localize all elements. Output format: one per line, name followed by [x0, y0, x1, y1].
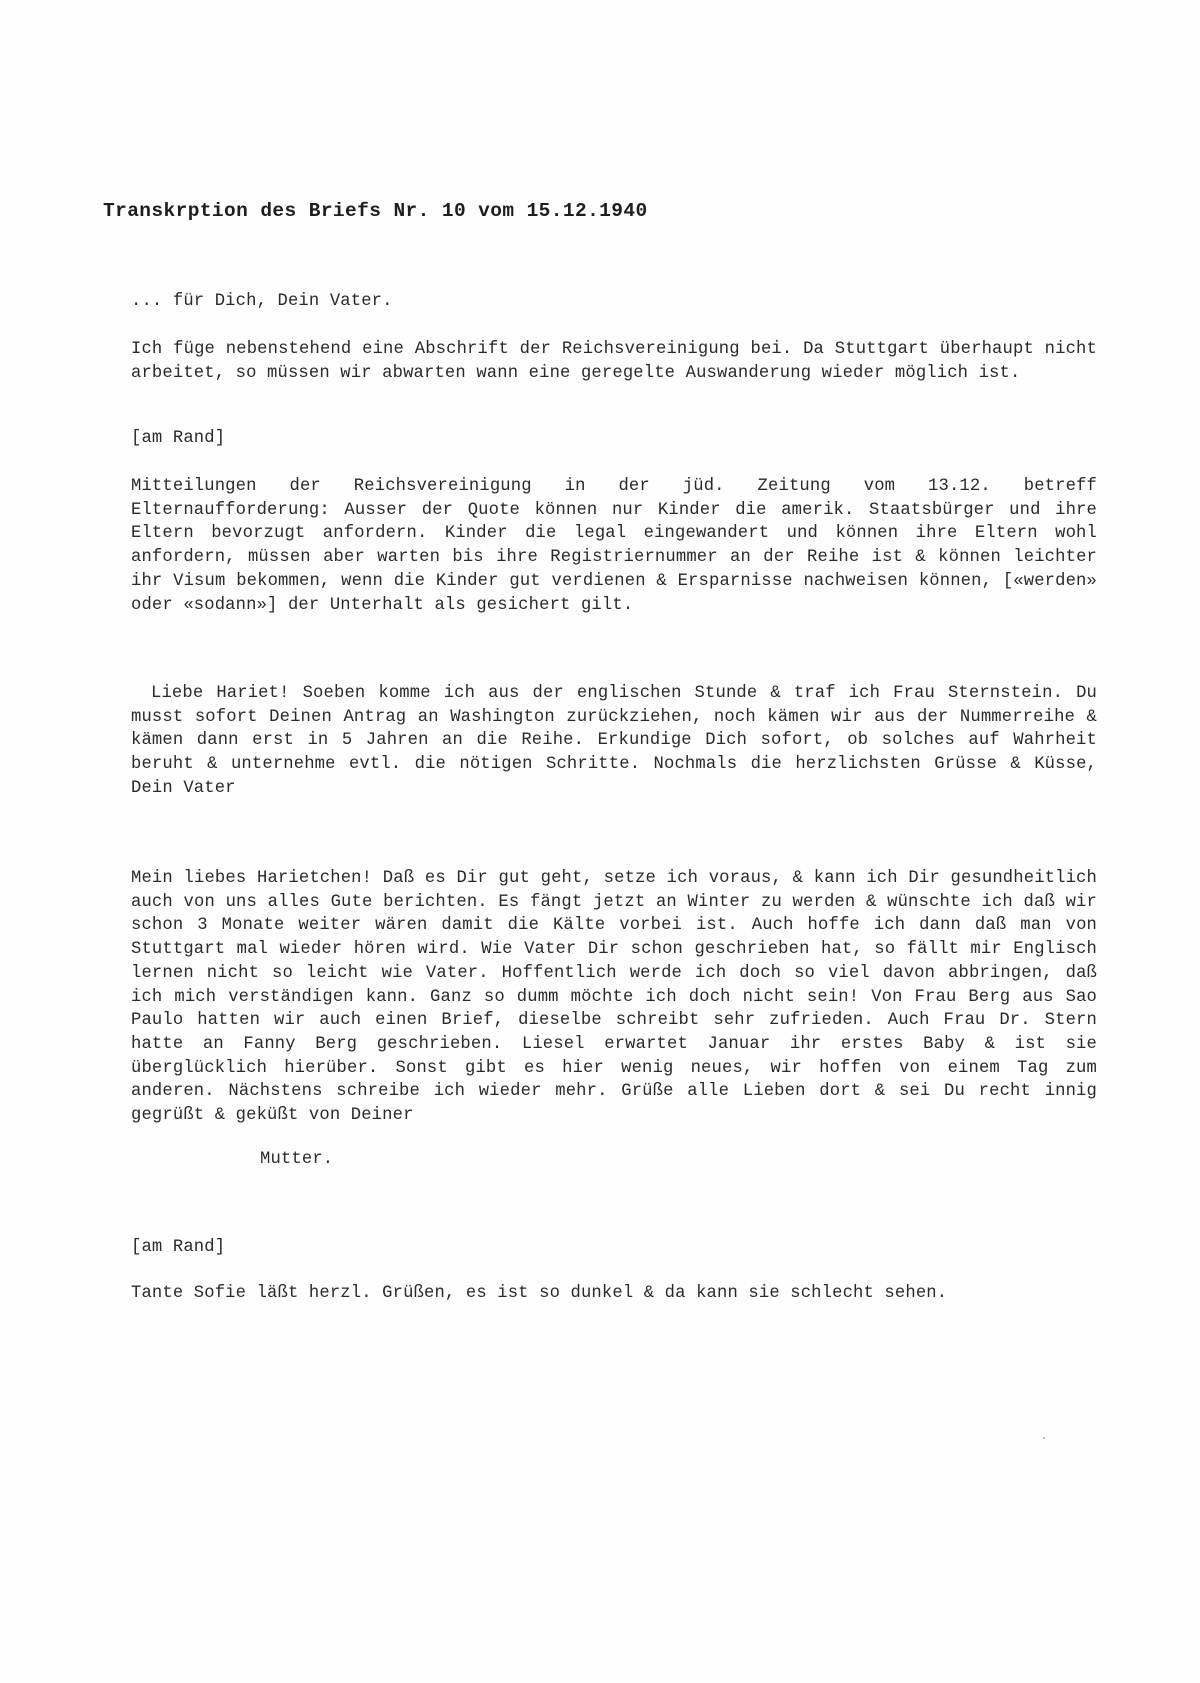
margin-note-label-1: [am Rand]	[131, 429, 226, 448]
salutation-line: ... für Dich, Dein Vater.	[131, 292, 393, 311]
paragraph-2	[131, 475, 1097, 617]
paragraph-4-text: Mein liebes Harietchen! Daß es Dir gut geht, setze ich voraus, & kann ich Dir gesundheitlich auch von uns alles Gute berichten. Es fängt jetzt an Winter zu werden & wünschte ich daß wir schon 3 Monate weiter wären damit die Kälte vorbei ist. Auch hoffe ich dann daß man von Stuttgart mal wieder hören wird. Wie Vater Dir schon geschrieben hat, so fällt mir Englisch lernen nicht so leicht wie Vater. Hoffentlich werde ich doch so viel davon abbringen, daß ich mich verständigen kann. Ganz so dumm möchte ich doch nicht sein! Von Frau Berg aus Sao Paulo hatten wir auch einen Brief, dieselbe schreibt sehr zufrieden. Auch Frau Dr. Stern hatte an Fanny Berg geschrieben. Liesel erwartet Januar ihr erstes Baby & ist sie überglücklich hierüber. Sonst gibt es hier wenig neues, wir hoffen von einem Tag zum anderen. Nächstens schreibe ich wieder mehr. Grüße alle Lieben dort & sei Du recht innig gegrüßt & geküßt von Deiner	[131, 869, 1097, 1126]
paragraph-2-text: Mitteilungen der Reichsvereinigung in der jüd. Zeitung vom 13.12. betreff Elternaufforderung: Ausser der Quote können nur Kinder die amerik. Staatsbürger und ihre Eltern bevorzugt anfordern. Kinder die legal eingewandert und können ihre Eltern wohl anfordern, müssen aber warten bis ihre Registriernummer an der Reihe ist & können leichter ihr Visum bekommen, wenn die Kinder gut verdienen & Ersparnisse nachweisen können, [«werden» oder «sodann»] der Unterhalt als gesichert gilt.	[131, 477, 1097, 615]
closing-margin-note: Tante Sofie läßt herzl. Grüßen, es ist so dunkel & da kann sie schlecht sehen.	[131, 1284, 948, 1303]
paragraph-1	[131, 338, 1097, 385]
margin-note-label-2: [am Rand]	[131, 1238, 226, 1257]
signature: Mutter.	[260, 1150, 334, 1169]
paragraph-3	[131, 682, 1097, 801]
paragraph-3-text: Liebe Hariet! Soeben komme ich aus der englischen Stunde & traf ich Frau Sternstein. Du musst sofort Deinen Antrag an Washington zurückziehen, noch kämen wir aus der Nummerreihe & kämen dann erst in 5 Jahren an die Reihe. Erkundige Dich sofort, ob solches auf Wahrheit beruht & unternehme evtl. die nötigen Schritte. Nochmals die herzlichsten Grüsse & Küsse, Dein Vater	[131, 684, 1097, 798]
document-title: Transkrption des Briefs Nr. 10 vom 15.12.1940	[103, 200, 648, 222]
scan-speck	[1043, 1437, 1045, 1439]
paragraph-4	[131, 867, 1097, 1128]
paragraph-1-text: Ich füge nebenstehend eine Abschrift der Reichsvereinigung bei. Da Stuttgart überhaupt nicht arbeitet, so müssen wir abwarten wann eine geregelte Auswanderung wieder möglich ist.	[131, 340, 1097, 383]
